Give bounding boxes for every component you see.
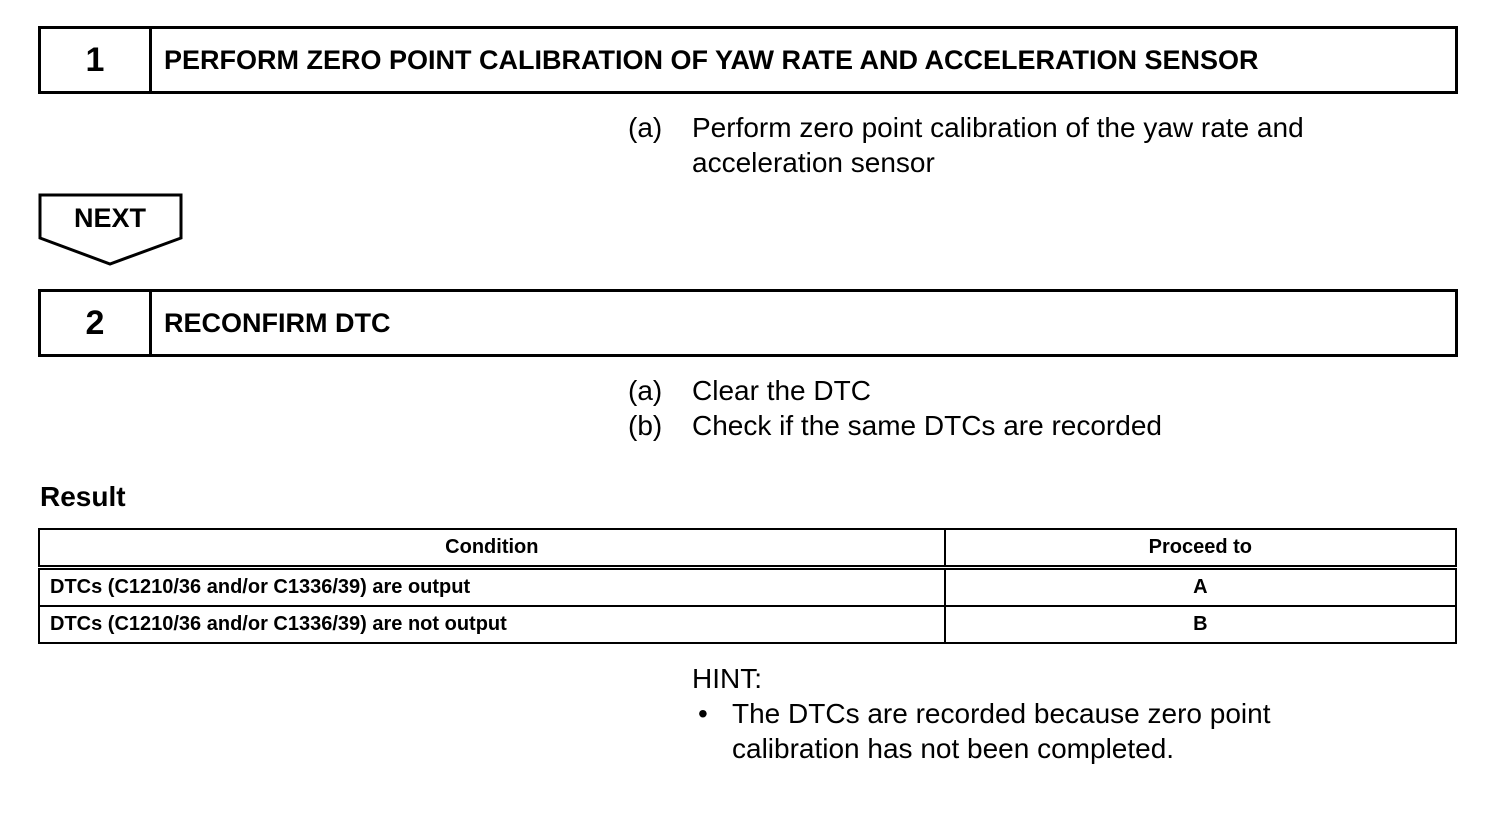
bullet-icon: •: [698, 698, 708, 729]
hint-section: [692, 661, 1352, 766]
step-1-number: 1: [41, 29, 152, 91]
step-1-instructions: [628, 110, 1392, 180]
step-2-title: RECONFIRM DTC: [164, 307, 391, 338]
next-arrow: [38, 193, 184, 267]
next-label: NEXT: [73, 203, 146, 233]
instruction-label: (b): [628, 410, 663, 441]
column-header-proceed: Proceed to: [945, 529, 1456, 568]
instruction-item: [628, 408, 1392, 443]
instruction-item: [628, 373, 1392, 408]
hint-label: HINT:: [692, 663, 762, 694]
condition-cell: DTCs (C1210/36 and/or C1336/39) are output: [39, 568, 945, 607]
instruction-label: (a): [628, 375, 663, 406]
instruction-label: (a): [628, 112, 663, 143]
proceed-cell: A: [945, 568, 1456, 607]
step-2-number: 2: [41, 292, 152, 354]
proceed-cell: B: [945, 606, 1456, 643]
table-header-row: [39, 529, 1456, 568]
result-heading: Result: [40, 481, 126, 512]
instruction-text: Perform zero point calibration of the yaw rate and acceleration sensor: [692, 112, 1304, 178]
table-row: [39, 568, 1456, 607]
instruction-item: [628, 110, 1392, 180]
condition-cell: DTCs (C1210/36 and/or C1336/39) are not output: [39, 606, 945, 643]
result-table: [38, 528, 1457, 644]
step-2-header: [38, 289, 1458, 357]
step-2-instructions: [628, 373, 1392, 443]
instruction-text: Clear the DTC: [692, 375, 871, 406]
hint-item: [692, 696, 1352, 766]
table-row: [39, 606, 1456, 643]
step-1-title: PERFORM ZERO POINT CALIBRATION OF YAW RATE AND ACCELERATION SENSOR: [164, 44, 1259, 75]
column-header-condition: Condition: [39, 529, 945, 568]
instruction-text: Check if the same DTCs are recorded: [692, 410, 1162, 441]
step-1-header: [38, 26, 1458, 94]
hint-text: The DTCs are recorded because zero point calibration has not been completed.: [732, 698, 1271, 764]
